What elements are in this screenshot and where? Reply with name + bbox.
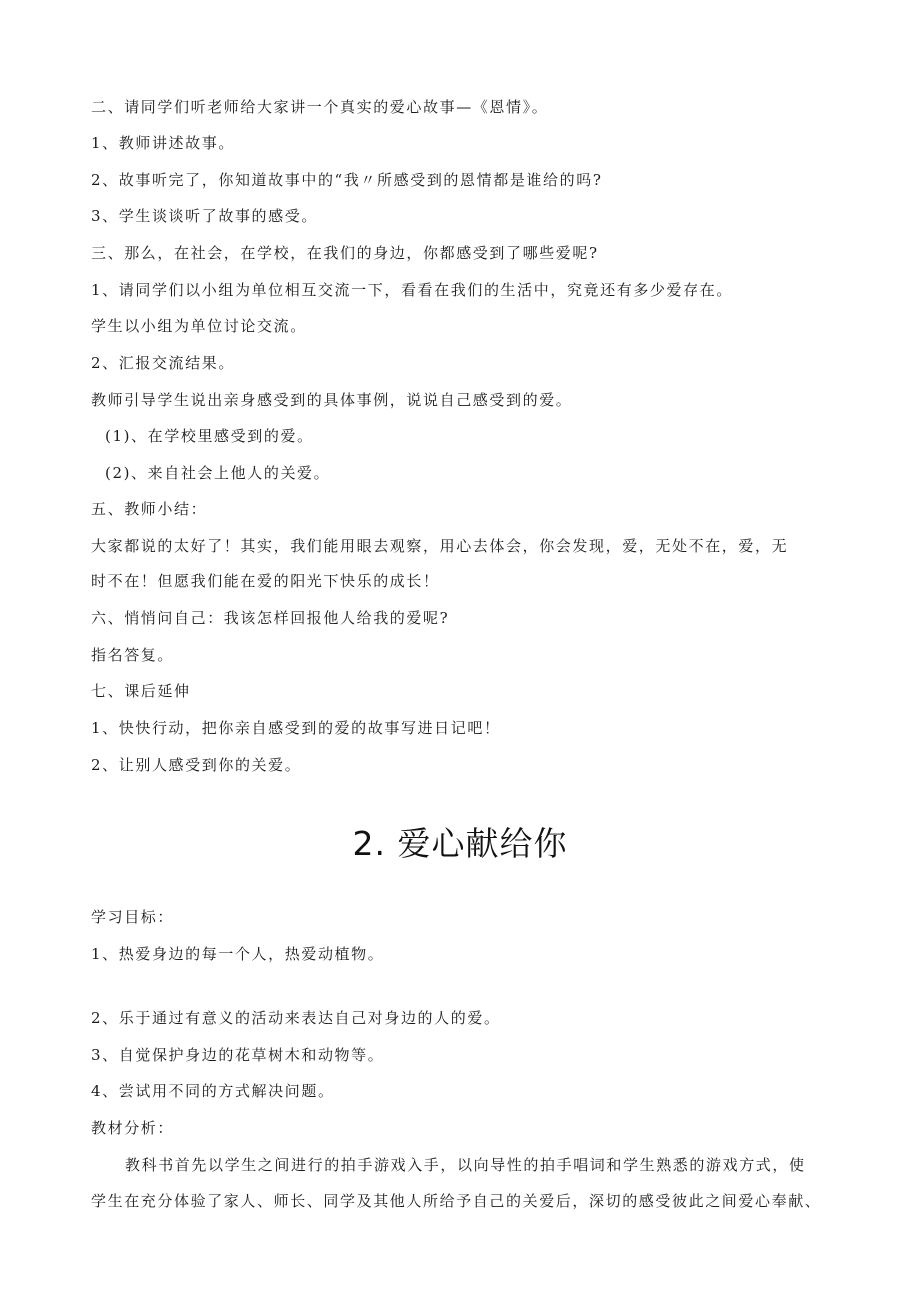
text-line: 1、教师讲述故事。: [91, 134, 235, 152]
text-line: 学习目标：: [91, 908, 175, 926]
text-line: 2、汇报交流结果。: [91, 354, 235, 372]
text-line: 1、请同学们以小组为单位相互交流一下，看看在我们的生活中，究竟还有多少爱存在。: [91, 281, 733, 299]
text-line: (1)、在学校里感受到的爱。: [105, 427, 314, 445]
text-line: 大家都说的太好了！其实，我们能用眼去观察，用心去体会，你会发现，爱，无处不在，爱，无: [91, 537, 789, 555]
text-line: 时不在！但愿我们能在爱的阳光下快乐的成长！: [91, 572, 440, 590]
text-line: 1、热爱身边的每一个人，热爱动植物。: [91, 945, 385, 963]
text-line: 五、教师小结：: [91, 500, 208, 518]
text-line: 六、悄悄问自己：我该怎样回报他人给我的爱呢?: [91, 609, 450, 627]
text-line: 2、乐于通过有意义的活动来表达自己对身边的人的爱。: [91, 1009, 501, 1027]
text-line: 学生在充分体验了家人、师长、同学及其他人所给予自己的关爱后，深切的感受彼此之间爱心奉献、: [91, 1192, 822, 1210]
text-line: 2、让别人感受到你的关爱。: [91, 756, 302, 774]
text-line: 教材分析：: [91, 1119, 175, 1137]
text-line: 教师引导学生说出亲身感受到的具体事例，说说自己感受到的爱。: [91, 391, 573, 409]
text-line: 教科书首先以学生之间进行的拍手游戏入手，以向导性的拍手唱词和学生熟悉的游戏方式，使: [125, 1156, 806, 1174]
text-line: 七、课后延伸: [91, 682, 191, 700]
text-line: 学生以小组为单位讨论交流。: [91, 317, 307, 335]
text-line: 4、尝试用不同的方式解决问题。: [91, 1082, 335, 1100]
text-line: (2)、来自社会上他人的关爱。: [105, 464, 331, 482]
page-title: 2. 爱心献给你: [352, 824, 568, 863]
text-line: 指名答复。: [91, 646, 175, 664]
text-line: 2、故事听完了，你知道故事中的“我〃所感受到的恩情都是谁给的吗?: [91, 171, 603, 189]
text-line: 三、那么，在社会，在学校，在我们的身边，你都感受到了哪些爱呢?: [91, 244, 599, 262]
text-line: 3、学生谈谈听了故事的感受。: [91, 207, 318, 225]
text-line: 3、自觉保护身边的花草树木和动物等。: [91, 1046, 385, 1064]
text-line: 1、快快行动，把你亲自感受到的爱的故事写进日记吧！: [91, 719, 501, 737]
text-line: 二、请同学们听老师给大家讲一个真实的爱心故事—《恩情》。: [91, 98, 549, 116]
